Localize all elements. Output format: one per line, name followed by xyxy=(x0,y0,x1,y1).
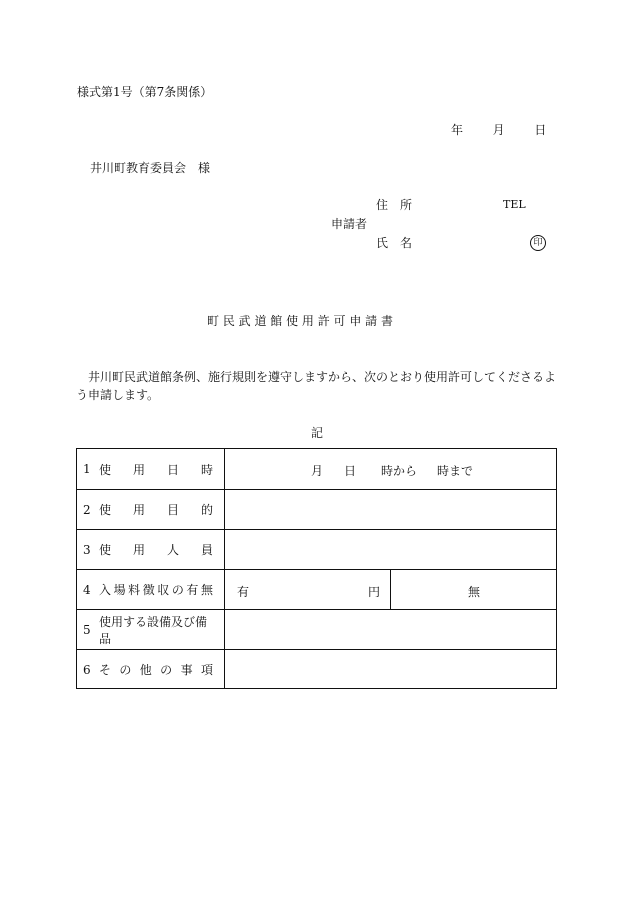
row-number: 1 xyxy=(83,462,91,476)
date-year: 年 xyxy=(451,123,464,137)
row-label xyxy=(77,650,225,689)
label-char: そ xyxy=(99,663,112,677)
time-until-unit: 時まで xyxy=(437,464,474,478)
row-label-text xyxy=(99,501,213,518)
label-char: 用 xyxy=(132,503,145,517)
row-label-text xyxy=(99,661,213,678)
row-label-text xyxy=(99,541,213,558)
label-char: の xyxy=(171,583,184,597)
intro-paragraph: 井川町民武道館条例、施行規則を遵守しますから、次のとおり使用許可してくださるよう申請します。 xyxy=(76,370,557,402)
table-row-admission-fee xyxy=(77,569,556,609)
label-char: 人 xyxy=(166,543,179,557)
tel-label: TEL xyxy=(503,198,526,211)
application-table xyxy=(76,448,557,689)
table-row-usage-purpose xyxy=(77,489,556,529)
label-char: 収 xyxy=(157,583,170,597)
row-number: 2 xyxy=(83,502,91,517)
label-char: の xyxy=(119,663,132,677)
form-number: 様式第1号（第7条関係） xyxy=(77,85,213,99)
row-number: 6 xyxy=(83,662,91,677)
label-char: 員 xyxy=(200,543,213,557)
label-char: 項 xyxy=(200,663,213,677)
ki-heading: 記 xyxy=(311,426,324,440)
row-number: 5 xyxy=(83,622,91,637)
label-char: 用 xyxy=(132,543,145,557)
time-from-unit: 時から xyxy=(381,464,418,478)
label-char: 時 xyxy=(200,462,213,477)
seal-mark: 印 xyxy=(530,235,546,251)
day-unit: 日 xyxy=(344,464,357,478)
row-number: 3 xyxy=(83,542,91,557)
date-line xyxy=(451,124,546,136)
label-char: 目 xyxy=(166,503,179,517)
admission-fee-field[interactable] xyxy=(225,570,556,609)
label-char: 事 xyxy=(180,663,193,677)
usage-datetime-field[interactable] xyxy=(225,449,556,489)
label-char: 入 xyxy=(99,583,112,597)
address-label: 住 所 xyxy=(376,198,413,212)
equipment-field[interactable] xyxy=(225,610,556,649)
user-count-field[interactable] xyxy=(225,530,556,569)
fee-no-option[interactable]: 無 xyxy=(468,585,481,599)
fee-yes-option[interactable]: 有 xyxy=(237,585,250,599)
label-char: 使 xyxy=(99,462,112,477)
row-label-text xyxy=(99,581,213,598)
table-row-equipment xyxy=(77,609,556,649)
addressee: 井川町教育委員会 様 xyxy=(90,161,211,175)
label-char: 的 xyxy=(200,503,213,517)
name-label: 氏 名 xyxy=(376,236,413,250)
document-title: 町 民 武 道 館 使 用 許 可 申 請 書 xyxy=(207,314,393,328)
other-matters-field[interactable] xyxy=(225,650,556,689)
label-char: 日 xyxy=(166,462,179,477)
row-label xyxy=(77,530,225,569)
label-char: 無 xyxy=(200,583,213,597)
usage-purpose-field[interactable] xyxy=(225,490,556,529)
row-label xyxy=(77,570,225,609)
date-month: 月 xyxy=(492,123,505,137)
label-char: 場 xyxy=(113,583,126,597)
row-label xyxy=(77,610,225,649)
label-char: 料 xyxy=(128,583,141,597)
label-char: 使 xyxy=(99,543,112,557)
table-row-usage-datetime xyxy=(77,449,556,489)
row-label-text: 使用する設備及び備品 xyxy=(99,614,208,646)
month-unit: 月 xyxy=(311,464,324,478)
row-label-text xyxy=(99,461,213,478)
applicant-label: 申請者 xyxy=(331,217,368,231)
label-char: 他 xyxy=(139,663,152,677)
label-char: 用 xyxy=(132,462,145,477)
table-row-user-count xyxy=(77,529,556,569)
row-number: 4 xyxy=(83,582,91,597)
row-label xyxy=(77,449,225,489)
table-row-other-matters xyxy=(77,649,556,689)
label-char: の xyxy=(160,663,173,677)
yen-unit: 円 xyxy=(368,585,381,599)
label-char: 有 xyxy=(186,583,199,597)
row-label xyxy=(77,490,225,529)
date-day: 日 xyxy=(534,123,547,137)
label-char: 徴 xyxy=(142,583,155,597)
cell-divider xyxy=(390,570,391,609)
label-char: 使 xyxy=(99,503,112,517)
